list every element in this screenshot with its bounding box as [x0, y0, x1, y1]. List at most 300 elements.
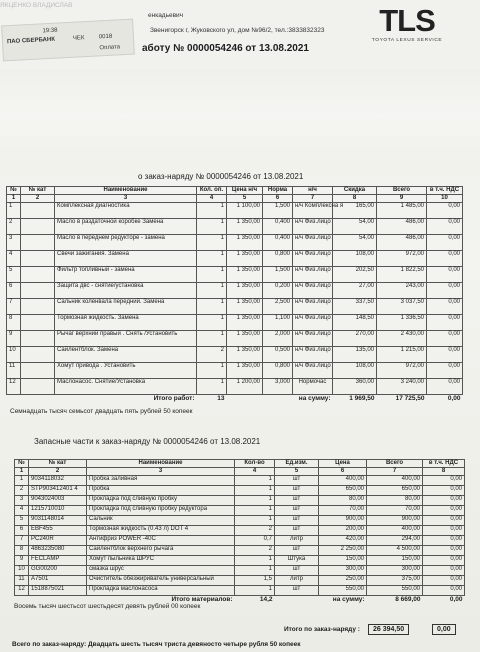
parts-table-row-cell: 250,00 [319, 576, 367, 586]
works-table-row-cell: н/ч Физ.лицо [293, 283, 333, 299]
parts-table-row-cell: 150,00 [319, 556, 367, 566]
works-table-row-cell: 2 [197, 347, 227, 363]
works-table-row-cell: Комплексная диагностика [55, 203, 197, 219]
works-total-label: Итого работ: [153, 395, 195, 402]
works-table-row-cell: 1 [7, 203, 21, 219]
works-table-row-cell: 0,500 [263, 347, 293, 363]
parts-total-qty: 14,2 [259, 596, 273, 603]
parts-table-row-cell: шт [275, 476, 319, 486]
parts-table-row-cell: 294,00 [367, 536, 423, 546]
parts-table-row-cell: FECLAMP [29, 556, 87, 566]
works-table-row-cell: 0,00 [427, 379, 463, 395]
works-table-row-cell: н/ч Физ.лицо [293, 347, 333, 363]
works-table-row-cell: 486,00 [377, 219, 427, 235]
works-colnum-row-cell: 3 [55, 195, 197, 203]
works-table-row-cell: Сальник коленвала передний. Замена [55, 299, 197, 315]
parts-table-row-cell: Прокладка под сливную пробку редуктора [87, 506, 235, 516]
parts-table-row-cell: 1 [15, 476, 29, 486]
parts-table-row-cell: шт [275, 516, 319, 526]
works-table-row-cell: 2 [7, 219, 21, 235]
works-table-row-cell: Нормочас [293, 379, 333, 395]
parts-table-row-cell: Сайлентблок верхнего рычага [87, 546, 235, 556]
works-colnum-row-cell: 7 [293, 195, 333, 203]
parts-table-row-cell: 0,00 [423, 526, 465, 536]
parts-header-row-cell: в т.ч. НДС [423, 460, 465, 468]
works-table-row-cell: 9 [7, 331, 21, 347]
parts-table-row [15, 506, 465, 516]
works-table-row [7, 363, 463, 379]
parts-table-row-cell: 1 [235, 586, 275, 596]
works-table-row-cell: 1 350,00 [227, 315, 263, 331]
works-table-row-cell: н/ч Физ.лицо [293, 363, 333, 379]
parts-colnum-row-cell: 2 [29, 468, 87, 476]
works-table-row-cell: н/ч Физ.лицо [293, 219, 333, 235]
works-table-row-cell: 1 100,00 [227, 203, 263, 219]
parts-table-row-cell: шт [275, 526, 319, 536]
parts-header-row [15, 460, 465, 468]
receipt-bank: ПАО СБЕРБАНК [6, 36, 56, 46]
parts-table-row-cell: Штука [275, 556, 319, 566]
works-table-row-cell: 1 [197, 267, 227, 283]
works-table-row-cell: 0,400 [263, 235, 293, 251]
works-header-row-cell: № кат [21, 187, 55, 195]
works-header-row [7, 187, 463, 195]
works-colnum-row-cell: 5 [227, 195, 263, 203]
works-table-row-cell: 5 [7, 267, 21, 283]
parts-total-row [15, 596, 465, 604]
works-header-row-cell: Цена н/ч [227, 187, 263, 195]
grand-total-label: Итого по заказ-наряду : [284, 626, 360, 633]
works-table-row [7, 235, 463, 251]
works-table-row-cell: 1 [197, 379, 227, 395]
works-table-row-cell: 1 350,00 [227, 251, 263, 267]
works-table-row-cell: 54,00 [333, 219, 377, 235]
parts-table-row-cell: 400,00 [367, 476, 423, 486]
parts-table-row-cell: STP903412401 4 [29, 486, 87, 496]
parts-table-row-cell: 1 [235, 506, 275, 516]
grand-total-words: Всего по заказ-наряду: Двадцать шесть тысяч триста девяносто четыре рубля 50 копеек [12, 641, 301, 648]
parts-table-row-cell: Хомут пыльника ШРУС [87, 556, 235, 566]
works-table-row-cell: 0,00 [427, 283, 463, 299]
works-total-qty: 13 [217, 395, 225, 402]
parts-table-row-cell: шт [275, 496, 319, 506]
parts-total-vat: 0,00 [449, 596, 463, 603]
parts-table-row-cell: 1215710010 [29, 506, 87, 516]
works-table-row-cell: 0,400 [263, 219, 293, 235]
receipt-time: 19:38 [42, 27, 58, 35]
works-table-row [7, 315, 463, 331]
parts-table-row [15, 476, 465, 486]
parts-colnum-row [15, 468, 465, 476]
works-table-row-cell: Свечи зажигания. Замена [55, 251, 197, 267]
works-table-row-cell: 148,50 [333, 315, 377, 331]
parts-table-row-cell: 400,00 [367, 526, 423, 536]
parts-colnum-row-cell: 5 [275, 468, 319, 476]
works-table-row-cell: 7 [7, 299, 21, 315]
works-header-row-cell: Наименование [55, 187, 197, 195]
parts-table-row-cell: 4863235080 [29, 546, 87, 556]
works-table-row-cell: н/ч Физ.лицо [293, 251, 333, 267]
works-header-row-cell: Всего [377, 187, 427, 195]
works-table-row-cell [21, 315, 55, 331]
works-table-row-cell: 1 336,50 [377, 315, 427, 331]
works-table-row-cell: 54,00 [333, 235, 377, 251]
parts-table-row-cell: смазка шрус [87, 566, 235, 576]
parts-table-row-cell: 3 [15, 496, 29, 506]
works-header-row-cell: Кол. оп. [197, 187, 227, 195]
parts-table-row-cell: 0,00 [423, 536, 465, 546]
parts-total-label: Итого материалов: [171, 596, 233, 603]
parts-table-row-cell: 150,00 [367, 556, 423, 566]
parts-table-row-cell: 8 [15, 546, 29, 556]
works-table-row-cell: 1 350,00 [227, 267, 263, 283]
parts-header-row-cell: Кол-во [235, 460, 275, 468]
parts-table-row [15, 516, 465, 526]
works-colnum-row [7, 195, 463, 203]
works-table-row-cell: 1 [197, 219, 227, 235]
works-table-row-cell: 1 [197, 315, 227, 331]
works-table-row [7, 267, 463, 283]
works-table-row-cell: 1,500 [263, 267, 293, 283]
parts-table-row-cell: GG00200 [29, 566, 87, 576]
parts-table-row-cell: 900,00 [367, 516, 423, 526]
parts-table-row-cell: 0,00 [423, 516, 465, 526]
works-table-row-cell [21, 251, 55, 267]
parts-table-row [15, 546, 465, 556]
works-table-row-cell: Фильтр топливный - замена [55, 267, 197, 283]
works-title: о заказ-наряду № 0000054246 от 13.08.2021 [138, 172, 304, 181]
works-table-row-cell: 165,00 [333, 203, 377, 219]
works-table-row-cell: 27,00 [333, 283, 377, 299]
works-table-row-cell: 4 [7, 251, 21, 267]
parts-header-row-cell: № [15, 460, 29, 468]
logo-text: TLS [379, 3, 435, 38]
works-table-row-cell [21, 235, 55, 251]
works-colnum-row-cell: 1 [7, 195, 21, 203]
receipt-scrap [1, 19, 135, 62]
parts-header-row-cell: Ед.изм. [275, 460, 319, 468]
works-header-row-cell: в т.ч. НДС [427, 187, 463, 195]
parts-table-row-cell: шт [275, 506, 319, 516]
works-table-row-cell: 0,00 [427, 203, 463, 219]
works-table-row-cell: 11 [7, 363, 21, 379]
parts-table-row-cell: Прокладка маслонасоса [87, 586, 235, 596]
works-table-row-cell: 1 [197, 251, 227, 267]
header-line-1: ЯКЦЕНКО ВЛАДИСЛАВ [0, 2, 73, 9]
parts-table-row-cell: EBF455 [29, 526, 87, 536]
parts-table-row-cell: 0,00 [423, 486, 465, 496]
parts-table-row [15, 536, 465, 546]
parts-table-row-cell: шт [275, 566, 319, 576]
works-table-row-cell: 135,00 [333, 347, 377, 363]
works-table-row-cell: 1 [197, 363, 227, 379]
works-header-row-cell: № [7, 187, 21, 195]
parts-table-row-cell: 0,00 [423, 506, 465, 516]
works-table-row-cell: 6 [7, 283, 21, 299]
works-table-row-cell [21, 267, 55, 283]
works-table-row-cell: 972,00 [377, 251, 427, 267]
works-table-row-cell: 108,00 [333, 251, 377, 267]
parts-table-row-cell: 7 [15, 536, 29, 546]
parts-table-row-cell: 300,00 [319, 566, 367, 576]
works-table-row-cell [21, 219, 55, 235]
works-table-row-cell: 0,800 [263, 363, 293, 379]
works-table [6, 186, 463, 402]
works-table-row-cell: 3 [7, 235, 21, 251]
works-table-row [7, 347, 463, 363]
parts-table-row [15, 496, 465, 506]
parts-table-row-cell: 200,00 [319, 526, 367, 536]
parts-table-row-cell: 0,00 [423, 546, 465, 556]
works-table-row-cell: 972,00 [377, 363, 427, 379]
works-header-row-cell: Скидка [333, 187, 377, 195]
logo-subtitle: TOYOTA LEXUS SERVICE [371, 38, 443, 43]
works-table-row-cell: 3 240,00 [377, 379, 427, 395]
works-sum-words: Семнадцать тысяч семьсот двадцать пять рублей 50 копеек [10, 408, 193, 415]
works-total-vat: 0,00 [447, 395, 461, 402]
parts-table-row-cell: 1 [235, 486, 275, 496]
works-colnum-row-cell: 10 [427, 195, 463, 203]
parts-table-row-cell: 650,00 [367, 486, 423, 496]
parts-table-row-cell: 2 [235, 526, 275, 536]
parts-total-sum: 8 669,00 [395, 596, 421, 603]
works-table-row-cell: 337,50 [333, 299, 377, 315]
parts-table-row-cell: 6 [15, 526, 29, 536]
works-colnum-row-cell: 9 [377, 195, 427, 203]
works-table-row-cell: 1 [197, 283, 227, 299]
parts-table-row [15, 586, 465, 596]
works-table-row-cell: 1,100 [263, 315, 293, 331]
works-table-row-cell: 1 [197, 299, 227, 315]
works-table-row-cell [21, 203, 55, 219]
parts-table-row-cell: 9031148014 [29, 516, 87, 526]
parts-table-row-cell: литр [275, 536, 319, 546]
parts-table-row-cell: 80,00 [367, 496, 423, 506]
works-table-row-cell: 1 350,00 [227, 363, 263, 379]
parts-table-row-cell: 70,00 [367, 506, 423, 516]
works-table-row-cell: 0,00 [427, 299, 463, 315]
works-table-row [7, 379, 463, 395]
works-table-row-cell: 270,00 [333, 331, 377, 347]
parts-table-row-cell: A7501 [29, 576, 87, 586]
parts-table-row-cell: 1 [235, 566, 275, 576]
works-table-row-cell: 0,00 [427, 331, 463, 347]
parts-table-row-cell: 550,00 [319, 586, 367, 596]
parts-colnum-row-cell: 1 [15, 468, 29, 476]
parts-colnum-row-cell: 8 [423, 468, 465, 476]
works-table-row-cell: н/ч Физ.лицо [293, 235, 333, 251]
parts-table-row-cell: 375,00 [367, 576, 423, 586]
parts-table-row-cell: Сальник [87, 516, 235, 526]
parts-table-row [15, 566, 465, 576]
parts-table-row-cell: 10 [15, 566, 29, 576]
works-total-row [7, 395, 463, 403]
works-table-row-cell: 12 [7, 379, 21, 395]
works-table-row-cell: Рычаг верхний правый . Снять /Установить [55, 331, 197, 347]
parts-table-row-cell: 1 [235, 476, 275, 486]
parts-table-row-cell: 11 [15, 576, 29, 586]
works-colnum-row-cell: 8 [333, 195, 377, 203]
parts-sum-label: на сумму: [332, 596, 365, 603]
parts-table-row-cell: 2 [235, 546, 275, 556]
parts-table-row-cell: 550,00 [367, 586, 423, 596]
parts-table-row [15, 486, 465, 496]
header-area [0, 0, 480, 70]
parts-table-row-cell: Тормозная жидкость (0.43 л) DOT 4 [87, 526, 235, 536]
header-line-2: енкадьевич [148, 12, 184, 19]
works-table-row-cell: 1 350,00 [227, 235, 263, 251]
works-table-row-cell [21, 283, 55, 299]
works-table-row-cell: 1 350,00 [227, 219, 263, 235]
works-table-row-cell: 1,500 [263, 203, 293, 219]
blank-gap [0, 72, 480, 160]
works-table-row-cell: Защита двс - снятие/установка [55, 283, 197, 299]
receipt-pay: Оплата [99, 44, 121, 52]
works-sum-label: на сумму: [298, 395, 331, 402]
works-table-row-cell: 1 350,00 [227, 283, 263, 299]
order-title: аботу № 0000054246 от 13.08.2021 [142, 43, 309, 54]
parts-header-row-cell: Цена [319, 460, 367, 468]
works-table-row-cell: 1 350,00 [227, 347, 263, 363]
works-table-row-cell: 1 [197, 235, 227, 251]
works-table-row-cell: 0,200 [263, 283, 293, 299]
works-table-row-cell: 243,00 [377, 283, 427, 299]
works-table-row-cell: 0,00 [427, 315, 463, 331]
works-header-row-cell: Норма [263, 187, 293, 195]
parts-table-row-cell: 2 [15, 486, 29, 496]
works-table-row-cell: 1 350,00 [227, 299, 263, 315]
parts-header-row-cell: Наименование [87, 460, 235, 468]
works-table-row-cell: 3 037,50 [377, 299, 427, 315]
tls-logo [362, 4, 452, 43]
parts-table-row-cell: 1 [235, 496, 275, 506]
parts-table-row [15, 576, 465, 586]
works-table-row-cell [21, 347, 55, 363]
parts-table-row-cell: 0,00 [423, 586, 465, 596]
works-colnum-row-cell: 4 [197, 195, 227, 203]
parts-table-row-cell: 9034118032 [29, 476, 87, 486]
parts-table-row-cell: литр [275, 576, 319, 586]
works-table-row-cell: 2,500 [263, 299, 293, 315]
parts-colnum-row-cell: 6 [319, 468, 367, 476]
parts-table-row-cell: 0,00 [423, 476, 465, 486]
parts-table-row [15, 526, 465, 536]
parts-header-row-cell: Всего [367, 460, 423, 468]
parts-table-row-cell: Пробка заливная [87, 476, 235, 486]
grand-total-vat: 0,00 [432, 624, 456, 635]
parts-table-row-cell: 420,00 [319, 536, 367, 546]
parts-table-row-cell: шт [275, 546, 319, 556]
works-table-row-cell: 0,00 [427, 219, 463, 235]
works-table-row [7, 203, 463, 219]
works-table-row-cell: 8 [7, 315, 21, 331]
parts-table-row-cell: Очиститель обезжириватель универсальный [87, 576, 235, 586]
parts-table-row-cell: 0,00 [423, 566, 465, 576]
parts-table-row [15, 556, 465, 566]
works-table-row-cell: н/ч Физ.лицо [293, 315, 333, 331]
parts-table-row-cell: 4 [15, 506, 29, 516]
works-table-row-cell: 486,00 [377, 235, 427, 251]
parts-table-row-cell: 300,00 [367, 566, 423, 576]
works-table-row-cell: н/ч Физ.лицо [293, 267, 333, 283]
works-table-row-cell: 1 [197, 331, 227, 347]
works-table-row [7, 219, 463, 235]
parts-table-row-cell: 1 [235, 556, 275, 566]
works-table-row-cell: 1 485,00 [377, 203, 427, 219]
header-address: Звенигорск г, Жуковского ул, дом №96/2, тел.:3833832323 [150, 27, 325, 34]
parts-table-row-cell: 0,00 [423, 496, 465, 506]
receipt-chek: ЧЕК [72, 35, 85, 42]
parts-header-row-cell: № кат [29, 460, 87, 468]
grand-total-sum: 26 394,50 [368, 624, 409, 635]
works-table-row-cell: н/ч Физ.лицо [293, 331, 333, 347]
works-table-row-cell: 0,00 [427, 251, 463, 267]
works-table-row-cell: Тормозная жидкость. Замена [55, 315, 197, 331]
parts-table-row-cell: шт [275, 586, 319, 596]
parts-table-row-cell: 2 250,00 [319, 546, 367, 556]
works-table-row-cell: 1 350,00 [227, 331, 263, 347]
parts-table-row-cell: 80,00 [319, 496, 367, 506]
works-table-row-cell: 0,00 [427, 267, 463, 283]
works-table-row-cell [21, 379, 55, 395]
works-table-row-cell: 0,00 [427, 235, 463, 251]
works-table-row-cell: 1 215,00 [377, 347, 427, 363]
parts-table-row-cell: 5 [15, 516, 29, 526]
parts-table-row-cell: 1 [235, 516, 275, 526]
parts-table-row-cell: 650,00 [319, 486, 367, 496]
receipt-num: 0018 [98, 33, 113, 41]
parts-table-row-cell: Прокладка под сливную пробку [87, 496, 235, 506]
works-table-row-cell: 0,00 [427, 347, 463, 363]
parts-table-row-cell: 0,00 [423, 576, 465, 586]
works-table-row-cell: 360,00 [333, 379, 377, 395]
works-table-row-cell: 0,00 [427, 363, 463, 379]
parts-table-row-cell: 9 [15, 556, 29, 566]
works-table-row-cell: 1 822,50 [377, 267, 427, 283]
works-table-row [7, 299, 463, 315]
works-table-row-cell: Масло в переднем редукторе - замена [55, 235, 197, 251]
works-header-row-cell: н/ч [293, 187, 333, 195]
works-table-row-cell [21, 299, 55, 315]
works-table-row [7, 251, 463, 267]
works-table-row-cell: 1 [197, 203, 227, 219]
works-colnum-row-cell: 6 [263, 195, 293, 203]
works-table-row-cell: 2,000 [263, 331, 293, 347]
parts-table-row-cell: 1518875021 [29, 586, 87, 596]
parts-table [14, 459, 465, 603]
works-table-row-cell [21, 363, 55, 379]
works-table-row-cell [21, 331, 55, 347]
works-total-discount: 1 969,50 [349, 395, 375, 402]
works-table-row-cell: н/ч Физ.лицо [293, 299, 333, 315]
works-total-sum: 17 725,50 [395, 395, 425, 402]
works-table-row [7, 283, 463, 299]
parts-table-row-cell: 4 500,00 [367, 546, 423, 556]
works-colnum-row-cell: 2 [21, 195, 55, 203]
works-table-row-cell: Масло в раздаточной коробке Замена [55, 219, 197, 235]
parts-table-row-cell: шт [275, 486, 319, 496]
parts-table-row-cell: 0,7 [235, 536, 275, 546]
parts-table-row-cell: 12 [15, 586, 29, 596]
parts-sum-words: Восемь тысяч шестьсот шестьдесят девять рублей 00 копеек [14, 603, 201, 610]
works-table-row-cell: 10 [7, 347, 21, 363]
parts-colnum-row-cell: 7 [367, 468, 423, 476]
works-table-row [7, 331, 463, 347]
parts-table-row-cell: 400,00 [319, 476, 367, 486]
parts-table-row-cell: 1,5 [235, 576, 275, 586]
parts-table-row-cell: 900,00 [319, 516, 367, 526]
works-table-row-cell: 3,000 [263, 379, 293, 395]
